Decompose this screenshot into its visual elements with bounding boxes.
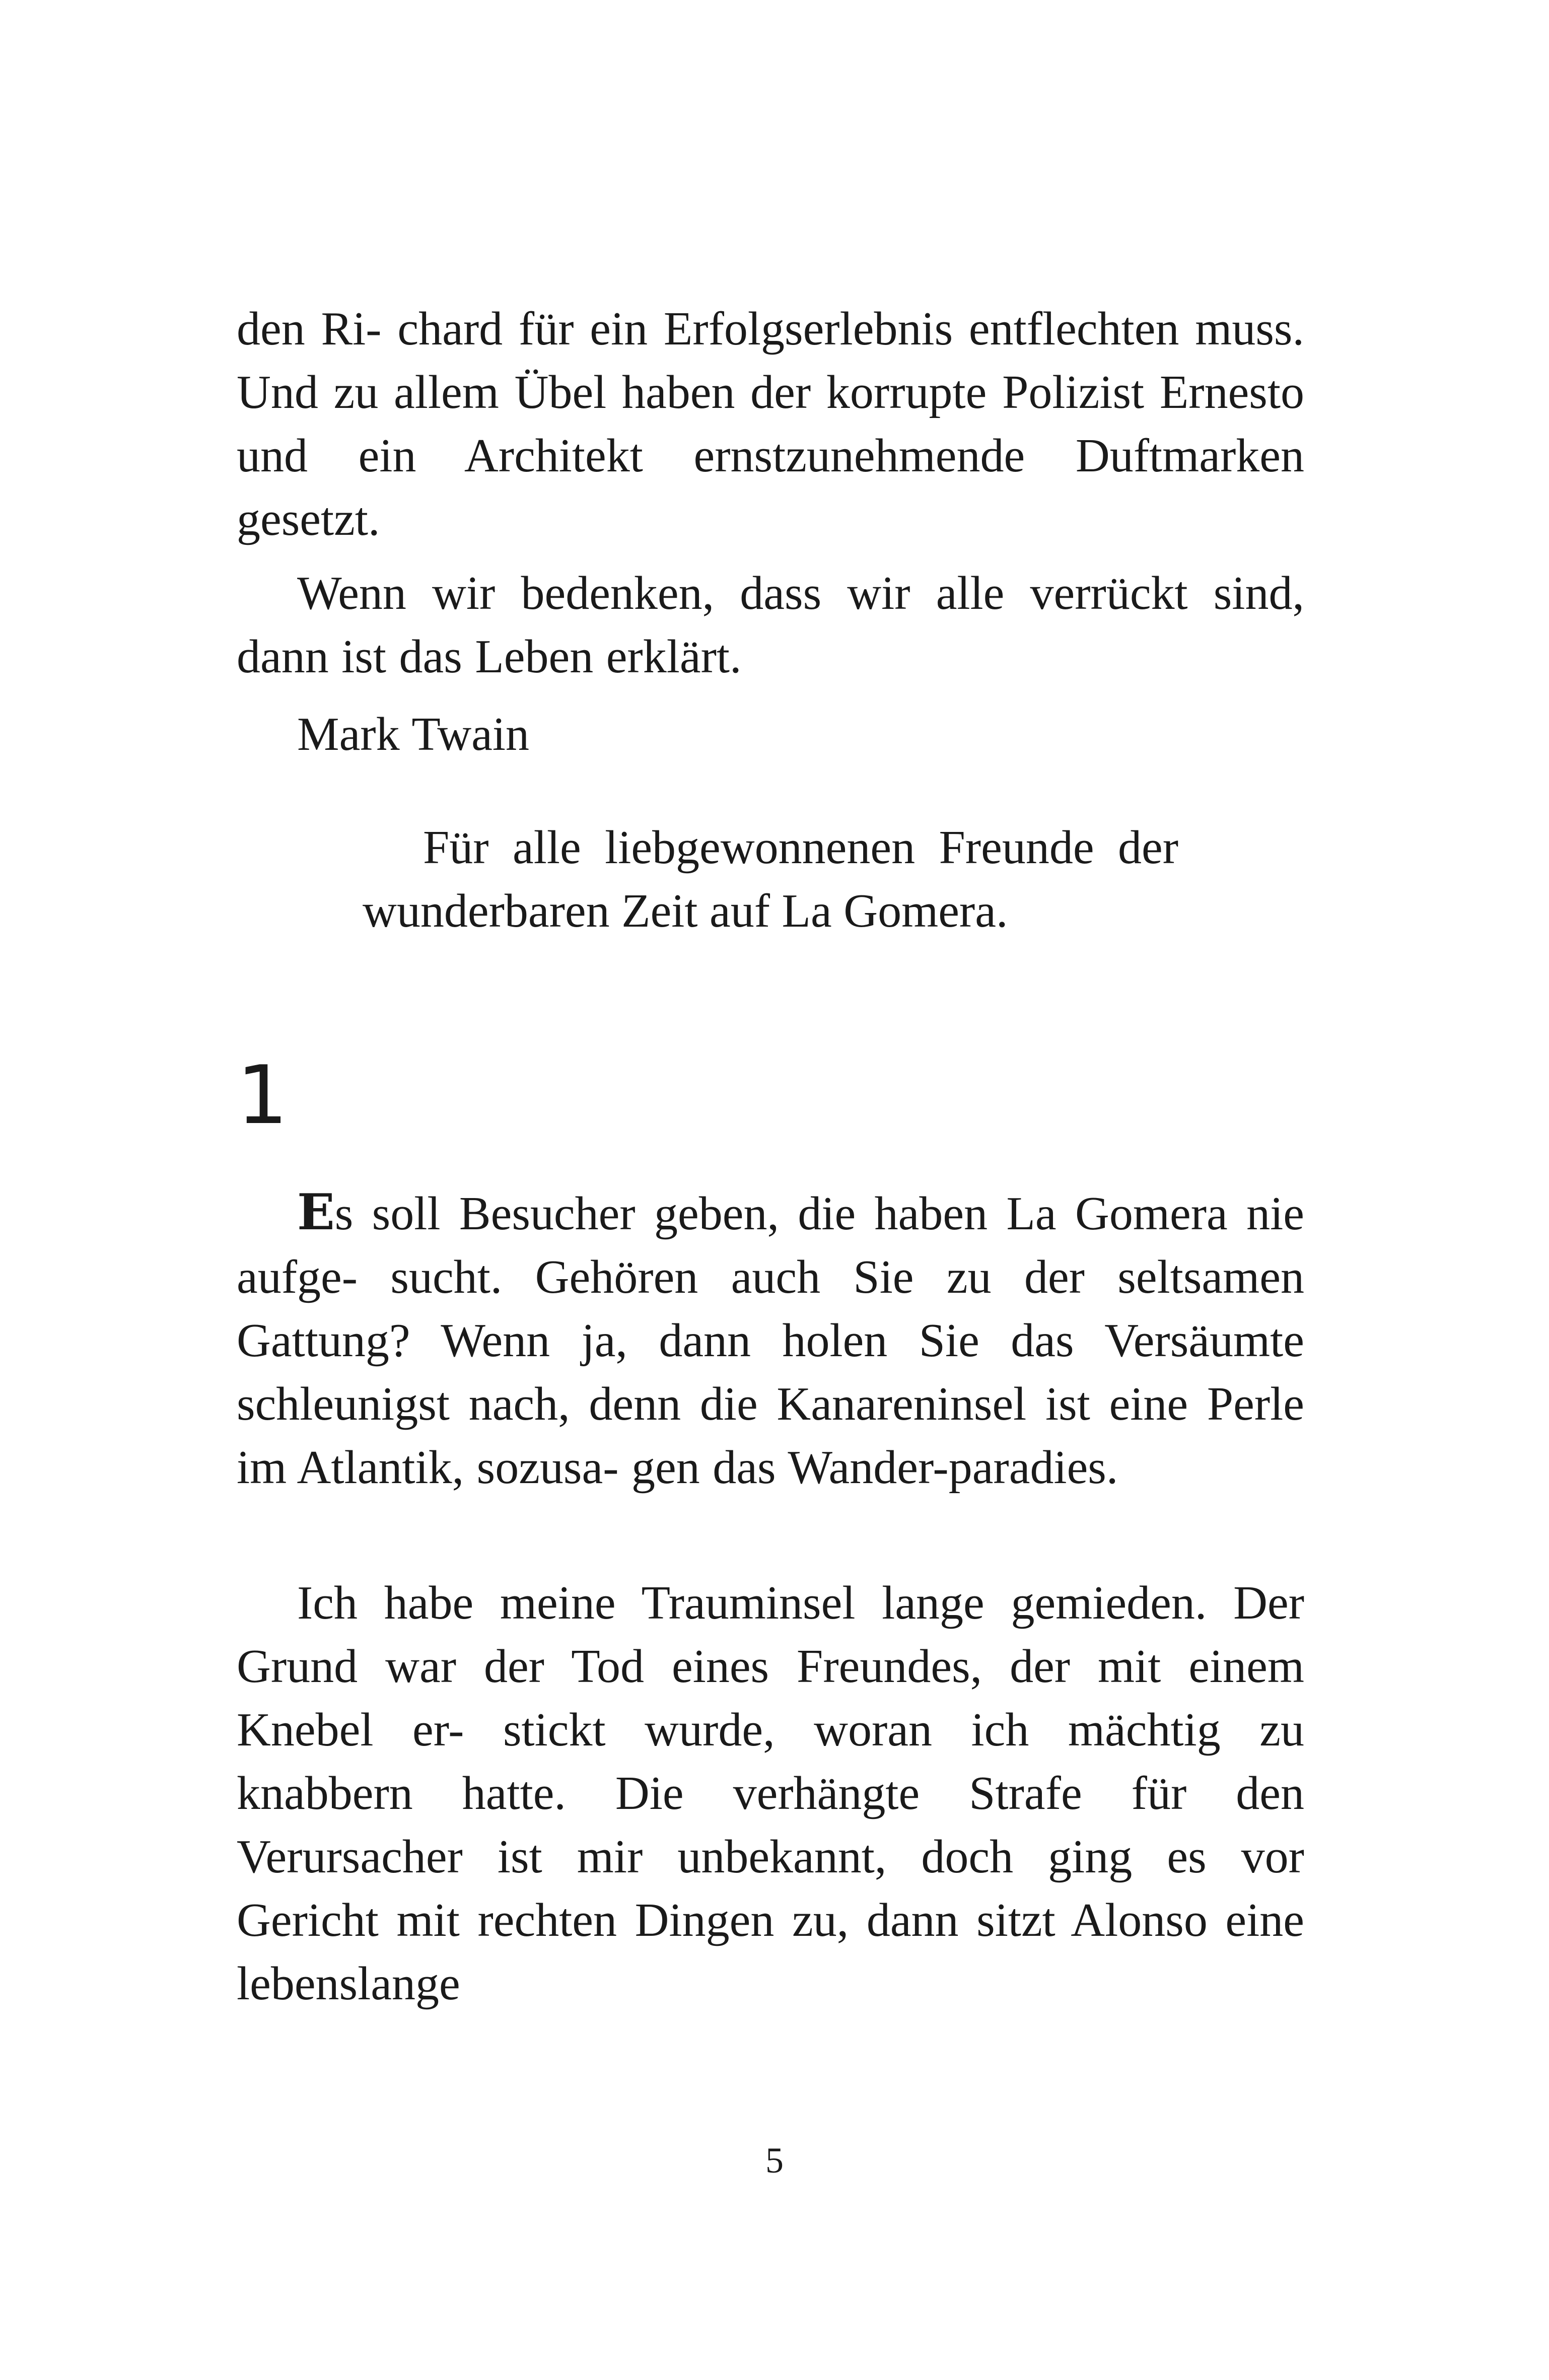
epigraph-author: Mark Twain (297, 708, 529, 760)
chapter-paragraph-2: Ich habe meine Trauminsel lange gemieden. Der Grund war der Tod eines Freundes, der mit einem Knebel er- stickt wurde, woran ich mächtig zu knabbern hatte. Die verhängte Strafe für den Verursacher ist mir unbekannt, doch ging es vor Gericht mit rechten Dingen zu, dann sitzt Alonso eine lebenslange (237, 1577, 1304, 2010)
paragraph-continuation: den Ri- chard für ein Erfolgserlebnis entflechten muss. Und zu allem Übel haben der korrupte Polizist Ernesto und ein Architekt ernstzunehmende Duftmarken gesetzt. (237, 303, 1304, 545)
chapter-number: 1 (237, 1048, 288, 1142)
chapter-paragraph-1 (237, 1181, 1304, 1499)
page-number: 5 (765, 2140, 784, 2181)
epigraph-quote: Wenn wir bedenken, dass wir alle verrückt sind, dann ist das Leben erklärt. (237, 567, 1304, 683)
drop-cap: E (297, 1183, 335, 1241)
chapter-paragraph-1-text: s soll Besucher geben, die haben La Gomera nie aufge- sucht. Gehören auch Sie zu der seltsamen Gattung? Wenn ja, dann holen Sie das Versäumte schleunigst nach, denn die Kanareninsel ist eine Perle im Atlantik, sozusa- gen das Wander-paradies. (237, 1187, 1304, 1494)
dedication: Für alle liebgewonnenen Freunde der wunderbaren Zeit auf La Gomera. (363, 821, 1178, 937)
